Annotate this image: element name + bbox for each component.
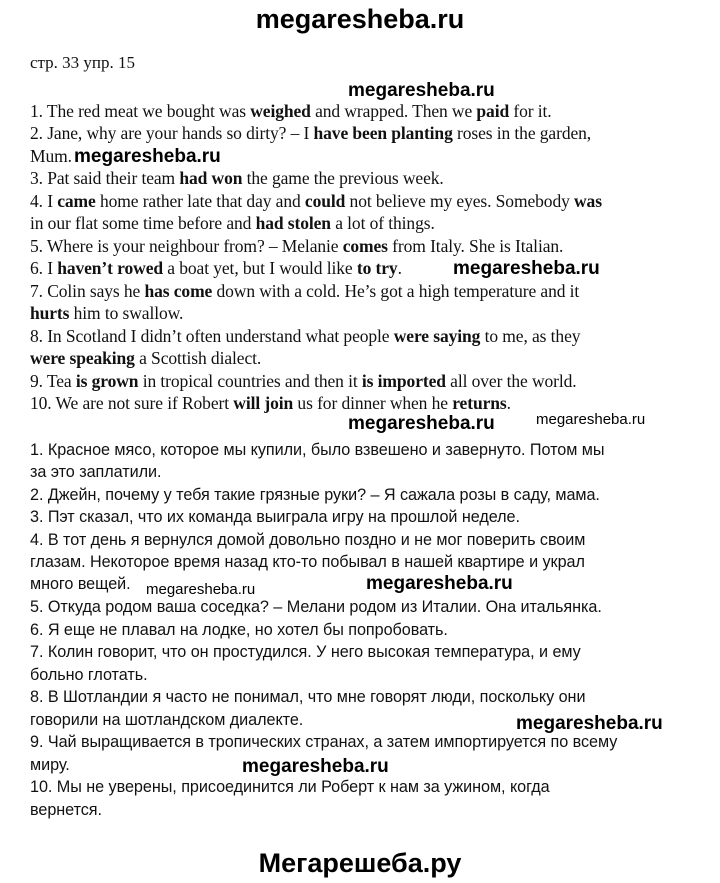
russian-line-6: глазам. Некоторое время назад кто-то побывал в нашей квартире и украл: [30, 553, 585, 571]
russian-line-11: больно глотать.: [30, 666, 148, 684]
russian-line-1: 1. Красное мясо, которое мы купили, было взвешено и завернуто. Потом мы: [30, 441, 605, 459]
watermark: megaresheba.ru: [453, 258, 600, 279]
english-sentence-2: 2. Jane, why are your hands so dirty? – I have been planting roses in the garden,: [30, 123, 592, 143]
russian-line-5: 4. В тот день я вернулся домой довольно поздно и не мог поверить своим: [30, 531, 586, 549]
russian-line-16: 10. Мы не уверены, присоединится ли Роберт к нам за ужином, когда: [30, 778, 550, 796]
watermark: megaresheba.ru: [242, 756, 389, 777]
russian-line-4: 3. Пэт сказал, что их команда выиграла игру на прошлой неделе.: [30, 508, 520, 526]
english-sentence-4-cont: in our flat some time before and had stolen a lot of things.: [30, 213, 435, 233]
russian-line-3: 2. Джейн, почему у тебя такие грязные руки? – Я сажала розы в саду, мама.: [30, 486, 600, 504]
english-sentence-9: 9. Tea is grown in tropical countries and then it is imported all over the world.: [30, 371, 577, 391]
watermark: megaresheba.ru: [348, 80, 495, 101]
header-site-title: megaresheba.ru: [255, 4, 465, 34]
english-sentence-4: 4. I came home rather late that day and could not believe my eyes. Somebody was: [30, 191, 602, 211]
russian-line-2: за это заплатили.: [30, 463, 162, 481]
russian-line-14: 9. Чай выращивается в тропических странах, а затем импортируется по всему: [30, 733, 618, 751]
english-sentence-7: 7. Colin says he has come down with a cold. He’s got a high temperature and it: [30, 281, 580, 301]
russian-line-12: 8. В Шотландии я часто не понимал, что мне говорят люди, поскольку они: [30, 688, 586, 706]
russian-line-7: много вещей.: [30, 575, 131, 593]
footer-site-title: Мегарешеба.ру: [258, 848, 462, 878]
russian-line-13: говорили на шотландском диалекте.: [30, 711, 304, 729]
english-sentence-7-cont: hurts him to swallow.: [30, 303, 184, 323]
russian-line-8: 5. Откуда родом ваша соседка? – Мелани родом из Италии. Она итальянка.: [30, 598, 602, 616]
english-sentence-8: 8. In Scotland I didn’t often understand what people were saying to me, as they: [30, 326, 581, 346]
watermark: megaresheba.ru: [348, 413, 495, 434]
watermark: megaresheba.ru: [366, 573, 513, 594]
english-sentence-3: 3. Pat said their team had won the game the previous week.: [30, 168, 444, 188]
exercise-reference: стр. 33 упр. 15: [30, 53, 136, 72]
english-sentence-8-cont: were speaking a Scottish dialect.: [30, 348, 262, 368]
russian-line-10: 7. Колин говорит, что он простудился. У него высокая температура, и ему: [30, 643, 581, 661]
english-sentence-5: 5. Where is your neighbour from? – Melanie comes from Italy. She is Italian.: [30, 236, 564, 256]
russian-line-17: вернется.: [30, 801, 102, 819]
english-sentence-1: 1. The red meat we bought was weighed and wrapped. Then we paid for it.: [30, 101, 552, 121]
english-sentence-2-cont: Mum.: [30, 146, 72, 166]
english-sentence-6: 6. I haven’t rowed a boat yet, but I would like to try.: [30, 258, 402, 278]
watermark: megaresheba.ru: [536, 411, 646, 428]
russian-line-9: 6. Я еще не плавал на лодке, но хотел бы попробовать.: [30, 621, 448, 639]
watermark: megaresheba.ru: [74, 146, 221, 167]
english-sentence-10: 10. We are not sure if Robert will join us for dinner when he returns.: [30, 393, 511, 413]
russian-line-15: миру.: [30, 756, 70, 774]
watermark: megaresheba.ru: [516, 713, 663, 734]
watermark: megaresheba.ru: [146, 581, 256, 598]
